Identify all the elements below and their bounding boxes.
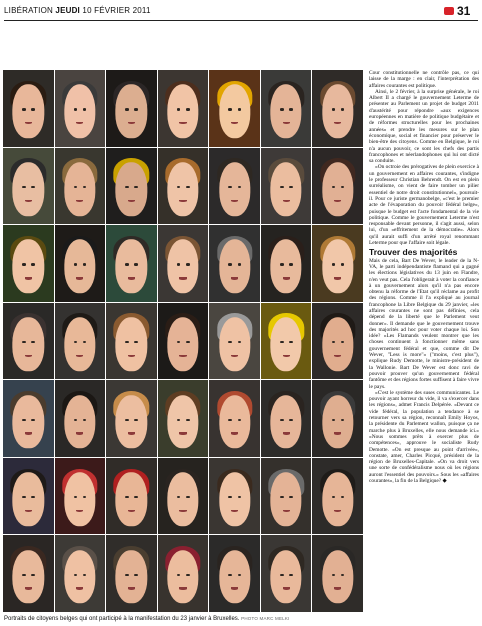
portrait-eye: [289, 263, 293, 265]
portrait-mouth: [231, 277, 238, 279]
portrait-face: [167, 395, 198, 449]
portrait-photo: [209, 535, 260, 612]
portrait-face: [270, 550, 301, 604]
portrait-mouth: [231, 200, 238, 202]
portrait-mouth: [76, 277, 83, 279]
portrait-face: [167, 472, 198, 526]
portrait-photo: [158, 225, 209, 302]
portrait-face: [322, 550, 353, 604]
portrait-face: [270, 240, 301, 294]
portrait-mouth: [179, 200, 186, 202]
portrait-eye: [341, 108, 345, 110]
portrait-eye: [31, 186, 35, 188]
portrait-face: [322, 240, 353, 294]
portrait-photo: [261, 225, 312, 302]
portrait-eye: [228, 108, 232, 110]
portrait-photo: [55, 70, 106, 147]
newspaper-name: LIBÉRATION: [4, 6, 53, 15]
portrait-face: [64, 550, 95, 604]
page-number: 31: [457, 4, 471, 18]
portrait-face: [219, 395, 250, 449]
portrait-face: [13, 162, 44, 216]
portrait-photo: [106, 535, 157, 612]
portrait-face: [270, 395, 301, 449]
portrait-mouth: [283, 355, 290, 357]
portrait-eye: [332, 419, 336, 421]
portrait-mouth: [283, 277, 290, 279]
portrait-eye: [280, 186, 284, 188]
portrait-eye: [74, 108, 78, 110]
portrait-face: [167, 240, 198, 294]
portrait-eye: [238, 574, 242, 576]
portrait-face: [116, 240, 147, 294]
portrait-eye: [22, 263, 26, 265]
portrait-face: [322, 317, 353, 371]
portrait-mosaic: [3, 70, 363, 612]
portrait-mouth: [334, 277, 341, 279]
portrait-eye: [341, 419, 345, 421]
portrait-face: [322, 395, 353, 449]
portrait-face: [64, 240, 95, 294]
portrait-face: [64, 395, 95, 449]
portrait-photo: [3, 535, 54, 612]
portrait-face: [167, 550, 198, 604]
portrait-eye: [332, 108, 336, 110]
portrait-eye: [31, 263, 35, 265]
portrait-face: [64, 85, 95, 139]
portrait-eye: [238, 263, 242, 265]
article-paragraph: «On octroie des prérogatives de plein exercice à un gouvernement en affaires courantes, s'indigne le professeur Christian Behrendt. On est en plein surréalisme, on vient de faire tomber un pilier essentiel de notre droit constitutionnel», poursuit-il. Pour ce juriste germanobelge, «c'est le premier acte de l'évaporation du pouvoir fédéral belge», puisque le budget est l'acte fondamental de la vie politique. Comme le gouvernement Leterme n'est responsable devant personne, il s'agit aussi, selon lui, d'un «effritement de la démocratie». Alors qu'il aurait suffi d'un arrêté royal renommant Leterme pour que l'affaire soit légale.: [369, 164, 479, 247]
portrait-face: [116, 472, 147, 526]
portrait-face: [219, 317, 250, 371]
portrait-eye: [74, 263, 78, 265]
portrait-photo: [312, 225, 363, 302]
portrait-face: [270, 162, 301, 216]
portrait-mouth: [25, 432, 32, 434]
portrait-face: [219, 162, 250, 216]
portrait-mouth: [25, 277, 32, 279]
portrait-photo: [209, 303, 260, 380]
article-paragraph: Mais de cela, Bart De Wever, le leader de la N-VA, le parti indépendantiste flamand qui a gagné les élections législatives du 13 juin en Flandre, n'en veut pas. Cela l'obligerait à voter la confiance à un gouvernement alors qu'il n'a pas encore obtenu la réforme de l'Etat qu'il réclame au profit des régions. Comme il l'a expliqué au journal francophone la Libre Belgique du 29 janvier, «les affaires courantes ne sont pas définies, cela dépend de la liberté que le Parlement veut donner». Il demande que le gouvernement trouve des majorités ad hoc pour voter chaque loi. Son idée? «Les Flamands veulent montrer que les choses continuent à fonctionner même sans gouvernement fédéral et que, comme dit De Wever, "Less is more"» ("moins, c'est plus"), explique Rudy Demotte, le ministre-président de la Wallonie. Bart De Wever est donc ravi de pouvoir prouver qu'un gouvernement fédéral fantôme et des régions fortes suffisent à faire vivre le pays.: [369, 257, 479, 390]
portrait-eye: [289, 186, 293, 188]
portrait-face: [270, 85, 301, 139]
portrait-eye: [31, 419, 35, 421]
portrait-photo: [261, 535, 312, 612]
portrait-eye: [22, 574, 26, 576]
portrait-eye: [186, 574, 190, 576]
portrait-eye: [134, 419, 138, 421]
photo-caption: [4, 616, 290, 622]
portrait-eye: [125, 108, 129, 110]
portrait-photo: [158, 148, 209, 225]
portrait-photo: [312, 380, 363, 457]
portrait-photo: [158, 303, 209, 380]
portrait-photo: [106, 148, 157, 225]
portrait-mouth: [25, 200, 32, 202]
article-paragraph: Ainsi, le 2 février, à la surprise générale, le roi Albert II a chargé le gouvernement Leterme de présenter au Parlement un projet de budget 2011 d'austérité pour répondre «aux exigences européennes en matière de politique budgétaire et de réformes structurelles pour les prochaines années» et prendre les mesures sur le plan économique, social et financier pour préserver le bien-être des citoyens. Comme en Belgique, le roi n'a aucun pouvoir, ce sont les chefs des partis francophones et néerlandophones qui lui ont dicté sa conduite.: [369, 88, 479, 165]
portrait-mouth: [128, 432, 135, 434]
portrait-photo: [55, 148, 106, 225]
portrait-photo: [55, 225, 106, 302]
portrait-eye: [125, 419, 129, 421]
portrait-photo: [55, 303, 106, 380]
portrait-face: [270, 472, 301, 526]
portrait-mouth: [179, 277, 186, 279]
portrait-photo: [3, 380, 54, 457]
portrait-eye: [341, 263, 345, 265]
portrait-face: [167, 85, 198, 139]
portrait-photo: [209, 225, 260, 302]
portrait-eye: [280, 108, 284, 110]
portrait-photo: [106, 303, 157, 380]
portrait-face: [13, 472, 44, 526]
portrait-photo: [209, 380, 260, 457]
issue-date: 10 FÉVRIER 2011: [82, 6, 151, 15]
article-column: [369, 70, 479, 618]
portrait-eye: [186, 263, 190, 265]
portrait-mouth: [128, 200, 135, 202]
portrait-face: [167, 317, 198, 371]
portrait-photo: [106, 70, 157, 147]
portrait-eye: [22, 419, 26, 421]
portrait-photo: [3, 225, 54, 302]
portrait-mouth: [179, 587, 186, 589]
portrait-mouth: [179, 432, 186, 434]
portrait-eye: [31, 108, 35, 110]
portrait-mouth: [128, 587, 135, 589]
portrait-photo: [312, 303, 363, 380]
portrait-photo: [209, 458, 260, 535]
portrait-face: [219, 550, 250, 604]
portrait-photo: [106, 458, 157, 535]
portrait-mouth: [283, 432, 290, 434]
portrait-eye: [31, 574, 35, 576]
portrait-mouth: [128, 277, 135, 279]
portrait-photo: [312, 70, 363, 147]
issue-day: JEUDI: [55, 6, 80, 15]
portrait-photo: [209, 148, 260, 225]
portrait-photo: [261, 458, 312, 535]
portrait-mouth: [283, 587, 290, 589]
portrait-eye: [186, 341, 190, 343]
portrait-photo: [312, 458, 363, 535]
portrait-eye: [238, 108, 242, 110]
portrait-face: [64, 317, 95, 371]
portrait-eye: [22, 108, 26, 110]
portrait-eye: [74, 419, 78, 421]
portrait-eye: [280, 263, 284, 265]
portrait-face: [219, 240, 250, 294]
caption-text: Portraits de citoyens belges qui ont participé à la manifestation du 23 janvier à Bruxelles.: [4, 616, 240, 622]
portrait-photo: [261, 148, 312, 225]
portrait-face: [64, 162, 95, 216]
portrait-eye: [332, 574, 336, 576]
portrait-mouth: [283, 200, 290, 202]
portrait-eye: [228, 263, 232, 265]
portrait-face: [270, 317, 301, 371]
portrait-face: [13, 317, 44, 371]
portrait-face: [167, 162, 198, 216]
portrait-eye: [134, 574, 138, 576]
portrait-mouth: [334, 432, 341, 434]
portrait-eye: [125, 186, 129, 188]
portrait-face: [322, 85, 353, 139]
portrait-photo: [3, 458, 54, 535]
portrait-photo: [312, 535, 363, 612]
portrait-photo: [106, 225, 157, 302]
portrait-eye: [186, 419, 190, 421]
portrait-photo: [261, 380, 312, 457]
portrait-photo: [158, 458, 209, 535]
portrait-photo: [55, 535, 106, 612]
portrait-eye: [186, 186, 190, 188]
portrait-eye: [134, 108, 138, 110]
newspaper-masthead: [4, 6, 151, 15]
portrait-photo: [106, 380, 157, 457]
portrait-photo: [158, 535, 209, 612]
liberation-logo-icon: [444, 7, 454, 15]
portrait-face: [116, 395, 147, 449]
portrait-photo: [3, 70, 54, 147]
article-paragraph: Cour constitutionnelle ne contrôle pas, ce qui laisse de la marge : en clair, l'interprétation des affaires courantes est politique.: [369, 70, 479, 89]
portrait-photo: [312, 148, 363, 225]
portrait-face: [116, 317, 147, 371]
article-paragraph: «C'est le système des suses communicantes. Le pouvoir ayant horreur du vide, il va s'exercer dans les régions», admet Francis Delpérée. «Devant ce vide fédéral, la population a tendance à se retourner vers sa région, reconnaît Emily Hoyos, la présidente du Parlement wallon, puisque ça ne marche plus à Bruxelles, elle nous demande ici.» «Nous sommes prêts à exercer plus de compétences», approuve le socialiste Rudy Demotte. «On est presque au point d'arrivée», constate, amer, Charles Picqué, président de la région de Bruxelles-Capitale. «On va droit vers une sorte de confédéralisme nous où les régions auront l'essentiel des pouvoirs.» Sous les «affaires courantes», la fin de la Belgique? ◆: [369, 389, 479, 484]
portrait-eye: [125, 263, 129, 265]
portrait-face: [116, 162, 147, 216]
portrait-eye: [22, 186, 26, 188]
portrait-face: [322, 162, 353, 216]
portrait-mouth: [231, 587, 238, 589]
portrait-mouth: [76, 587, 83, 589]
portrait-mouth: [334, 200, 341, 202]
portrait-photo: [209, 70, 260, 147]
portrait-eye: [289, 574, 293, 576]
portrait-photo: [261, 70, 312, 147]
portrait-photo: [55, 380, 106, 457]
portrait-face: [13, 395, 44, 449]
portrait-photo: [3, 148, 54, 225]
portrait-mouth: [25, 355, 32, 357]
portrait-photo: [158, 380, 209, 457]
portrait-face: [13, 240, 44, 294]
portrait-eye: [134, 263, 138, 265]
portrait-mouth: [231, 432, 238, 434]
photo-credit: PHOTO MARC MELKI: [241, 616, 290, 621]
article-subheading: Trouver des majorités: [369, 247, 458, 258]
portrait-face: [116, 550, 147, 604]
portrait-mouth: [25, 587, 32, 589]
portrait-face: [219, 472, 250, 526]
portrait-face: [116, 85, 147, 139]
portrait-eye: [125, 574, 129, 576]
portrait-photo: [55, 458, 106, 535]
portrait-photo: [3, 303, 54, 380]
portrait-face: [322, 472, 353, 526]
portrait-eye: [186, 108, 190, 110]
portrait-face: [13, 550, 44, 604]
portrait-eye: [289, 419, 293, 421]
portrait-face: [219, 85, 250, 139]
portrait-eye: [177, 108, 181, 110]
portrait-face: [13, 85, 44, 139]
portrait-photo: [158, 70, 209, 147]
portrait-eye: [238, 419, 242, 421]
portrait-eye: [280, 419, 284, 421]
portrait-eye: [289, 108, 293, 110]
portrait-face: [64, 472, 95, 526]
page-header: [0, 0, 482, 22]
portrait-mouth: [179, 355, 186, 357]
portrait-photo: [261, 303, 312, 380]
portrait-eye: [332, 263, 336, 265]
portrait-eye: [228, 419, 232, 421]
portrait-eye: [280, 574, 284, 576]
portrait-eye: [228, 574, 232, 576]
portrait-mouth: [334, 587, 341, 589]
header-rule: [4, 20, 478, 21]
portrait-mouth: [76, 432, 83, 434]
